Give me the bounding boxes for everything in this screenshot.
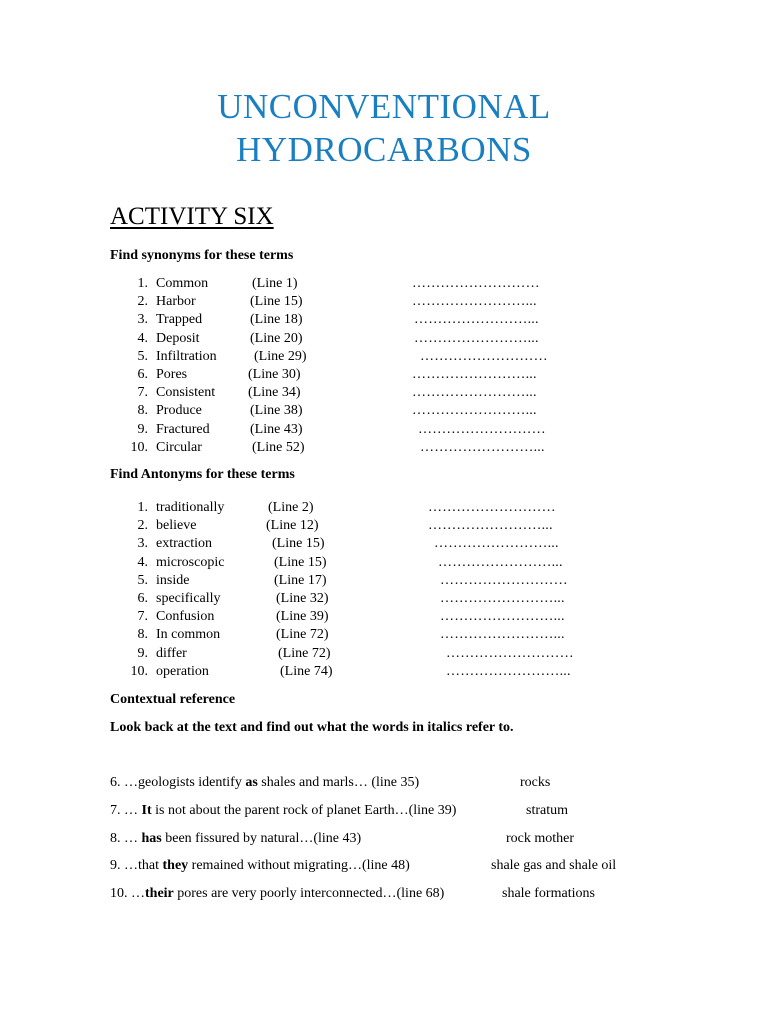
sentence-start: 10. …	[110, 886, 145, 901]
referent-word: It	[141, 803, 152, 818]
line-reference: (Line 72)	[276, 627, 329, 643]
answer-blank: ……………………...	[414, 330, 539, 346]
line-reference: (Line 15)	[272, 536, 325, 552]
answer-blank: ………………………	[446, 645, 574, 661]
term: inside	[156, 572, 190, 588]
reference-answer: stratum	[526, 803, 568, 818]
reference-answer: rocks	[520, 775, 551, 790]
item-number: 3.	[137, 312, 148, 328]
term: microscopic	[156, 554, 225, 570]
line-reference: (Line 38)	[250, 403, 303, 419]
line-reference: (Line 15)	[250, 294, 303, 310]
term: specifically	[156, 591, 221, 606]
term: extraction	[156, 536, 212, 552]
line-reference: (Line 12)	[266, 518, 319, 534]
referent-word: as	[245, 775, 258, 790]
answer-blank: ………………………	[428, 500, 556, 515]
term: operation	[156, 663, 209, 679]
item-number: 7.	[137, 609, 148, 625]
reference-sentence	[110, 775, 419, 791]
sentence-start: 9. …that	[110, 858, 163, 873]
sentence-start: 6. …geologists identify	[110, 775, 246, 790]
line-reference: (Line 2)	[268, 500, 314, 515]
item-number: 10.	[130, 663, 148, 679]
line-reference: (Line 72)	[278, 645, 331, 661]
title-line-2: HYDROCARBONS	[236, 130, 532, 169]
answer-blank: ……………………...	[440, 609, 565, 625]
sentence-end: shales and marls… (line 35)	[257, 775, 420, 790]
line-reference: (Line 74)	[280, 663, 333, 679]
sentence-end: remained without migrating…(line 48)	[188, 858, 410, 873]
answer-blank: ……………………...	[412, 403, 537, 419]
contextual-heading: Contextual reference	[110, 692, 236, 707]
answer-blank: ……………………...	[428, 518, 553, 534]
item-number: 1.	[137, 500, 148, 515]
term: differ	[156, 645, 187, 661]
item-number: 3.	[137, 536, 148, 552]
sentence-start: 7. …	[110, 803, 142, 818]
line-reference: (Line 39)	[276, 609, 329, 625]
term: Consistent	[156, 385, 216, 401]
item-number: 7.	[137, 385, 148, 401]
line-reference: (Line 29)	[254, 348, 307, 364]
line-reference: (Line 20)	[250, 330, 303, 346]
term: Confusion	[156, 609, 215, 625]
term: Produce	[156, 403, 202, 419]
term: Circular	[156, 439, 202, 455]
item-number: 1.	[137, 276, 148, 291]
term: Deposit	[156, 330, 200, 346]
answer-blank: ……………………...	[440, 627, 565, 643]
activity-heading: ACTIVITY SIX	[110, 203, 274, 230]
sentence-end: pores are very poorly interconnected…(line 68)	[173, 886, 445, 901]
item-number: 9.	[137, 645, 148, 661]
reference-sentence	[110, 886, 444, 902]
line-reference: (Line 18)	[250, 312, 303, 328]
term: believe	[156, 518, 197, 534]
reference-sentence	[110, 803, 456, 819]
answer-blank: ……………………...	[446, 663, 571, 679]
item-number: 2.	[137, 294, 148, 310]
synonyms-instruction: Find synonyms for these terms	[110, 248, 294, 263]
term: Fractured	[156, 421, 210, 437]
answer-blank: ………………………	[412, 276, 540, 291]
line-reference: (Line 32)	[276, 591, 329, 606]
reference-answer: rock mother	[506, 831, 575, 846]
title-line-1: UNCONVENTIONAL	[217, 87, 551, 126]
item-number: 4.	[137, 330, 148, 346]
item-number: 8.	[137, 627, 148, 643]
answer-blank: ……………………...	[412, 385, 537, 401]
item-number: 5.	[137, 572, 148, 588]
item-number: 6.	[137, 591, 148, 606]
term: traditionally	[156, 500, 225, 515]
item-number: 9.	[137, 421, 148, 437]
contextual-instruction: Look back at the text and find out what the words in italics refer to.	[110, 720, 514, 735]
antonyms-instruction: Find Antonyms for these terms	[110, 467, 295, 482]
reference-sentence	[110, 858, 410, 874]
referent-word: their	[145, 886, 174, 901]
item-number: 6.	[137, 367, 148, 382]
item-number: 8.	[137, 403, 148, 419]
answer-blank: ………………………	[440, 572, 568, 588]
answer-blank: ……………………...	[438, 554, 563, 570]
item-number: 10.	[130, 439, 148, 455]
term: Pores	[156, 367, 188, 382]
answer-blank: ……………………...	[420, 439, 545, 455]
answer-blank: ………………………	[418, 421, 546, 437]
reference-answer: shale formations	[502, 886, 595, 901]
line-reference: (Line 52)	[252, 439, 305, 455]
item-number: 4.	[137, 554, 148, 570]
term: In common	[156, 627, 221, 643]
answer-blank: ……………………...	[434, 536, 559, 552]
reference-sentence	[110, 831, 361, 847]
sentence-start: 8. …	[110, 831, 142, 846]
reference-answer: shale gas and shale oil	[491, 858, 617, 873]
line-reference: (Line 17)	[274, 572, 327, 588]
answer-blank: ……………………...	[412, 294, 537, 310]
term: Infiltration	[156, 348, 217, 364]
answer-blank: ……………………...	[440, 591, 565, 606]
line-reference: (Line 43)	[250, 421, 303, 437]
line-reference: (Line 1)	[252, 276, 298, 291]
line-reference: (Line 15)	[274, 554, 327, 570]
referent-word: they	[162, 858, 189, 873]
answer-blank: ……………………...	[412, 367, 537, 382]
line-reference: (Line 30)	[248, 367, 301, 382]
term: Trapped	[156, 312, 203, 328]
line-reference: (Line 34)	[248, 385, 301, 401]
term: Harbor	[156, 294, 196, 310]
sentence-end: been fissured by natural…(line 43)	[161, 831, 362, 846]
term: Common	[156, 276, 209, 291]
referent-word: has	[141, 831, 162, 846]
answer-blank: ……………………...	[414, 312, 539, 328]
item-number: 2.	[137, 518, 148, 534]
sentence-end: is not about the parent rock of planet Earth…(line 39)	[151, 803, 457, 818]
answer-blank: ………………………	[420, 348, 548, 364]
item-number: 5.	[137, 348, 148, 364]
